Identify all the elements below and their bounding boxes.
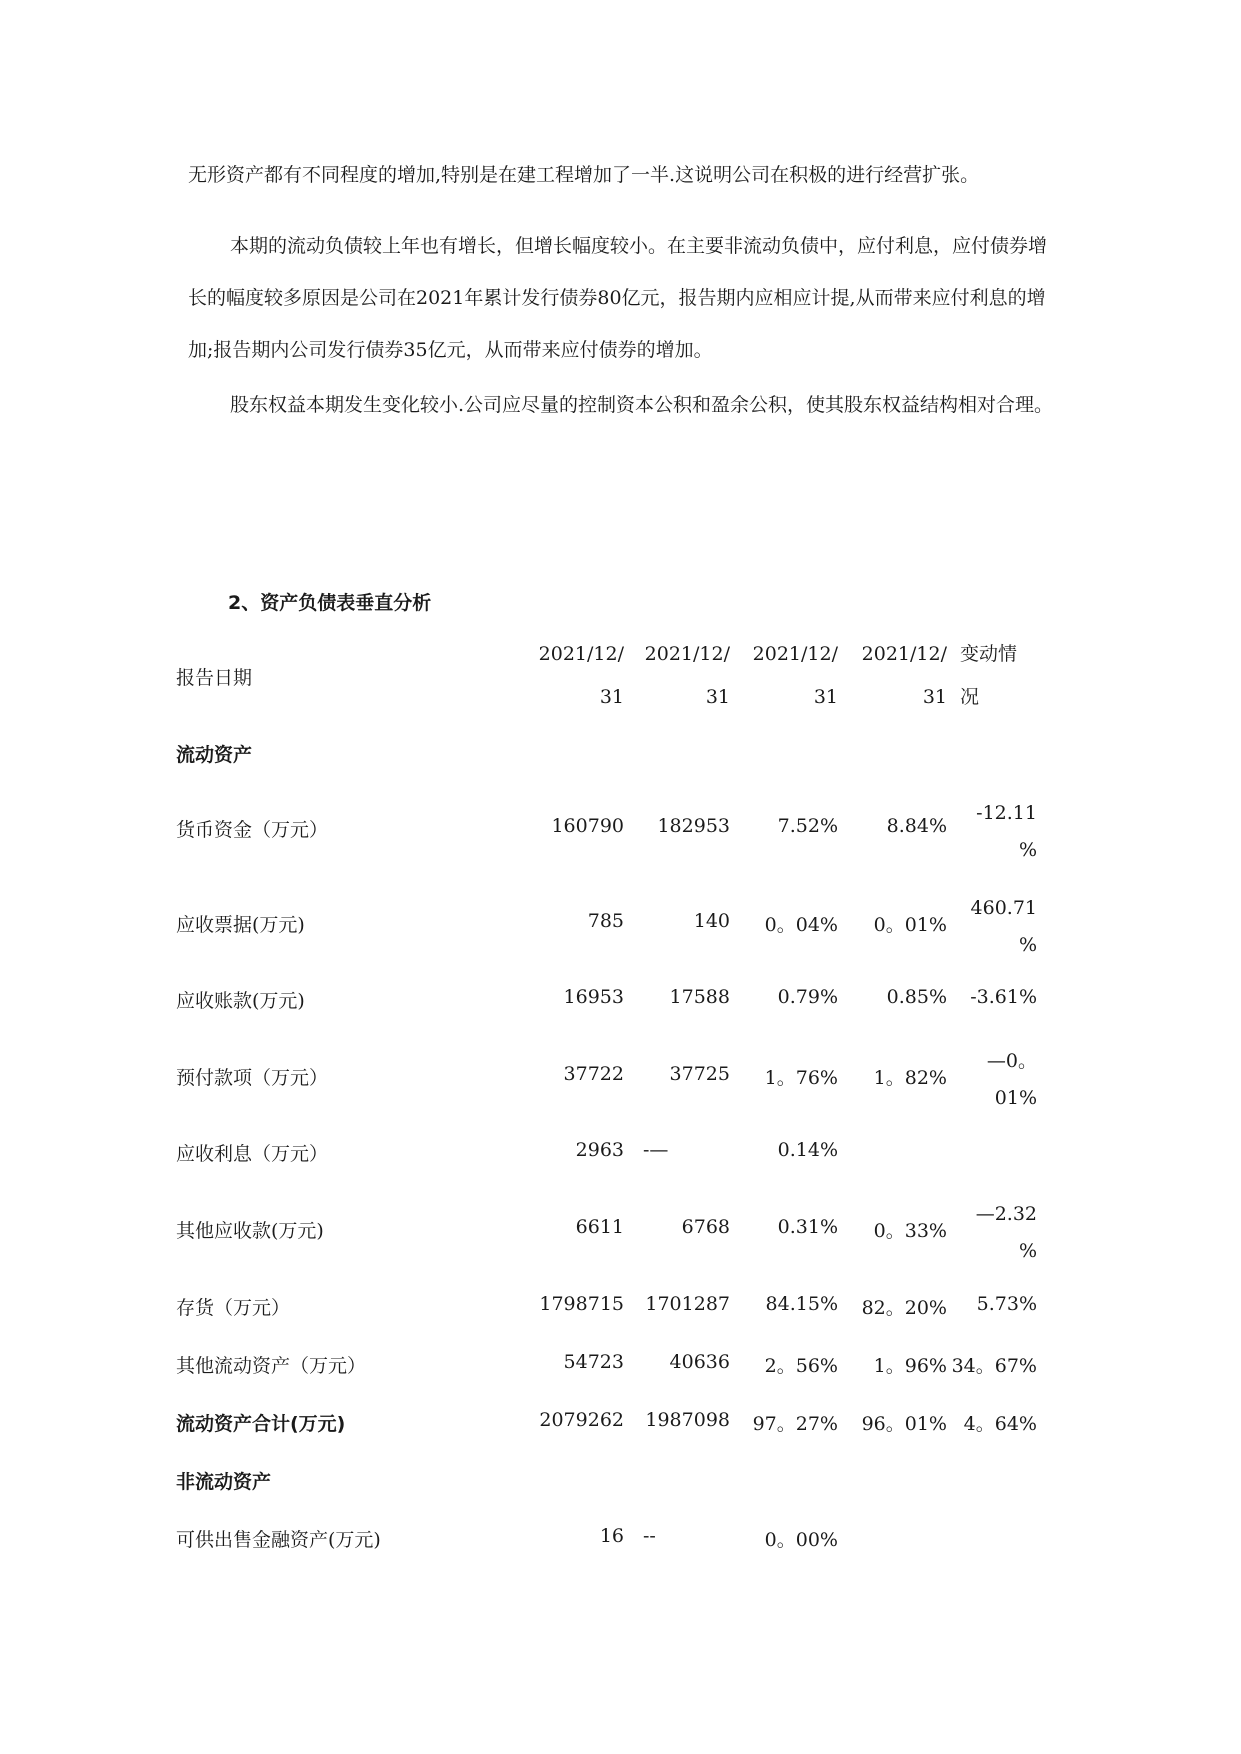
row-value-3: 2。56% [764, 1355, 838, 1377]
row-value-3: 0。04% [764, 914, 838, 936]
header-label: 报告日期 [176, 667, 253, 689]
paragraph-3: 股东权益本期发生变化较小.公司应尽量的控制资本公积和盈余公积，使其股东权益结构相对合理。 [230, 394, 1054, 416]
row-change: -12.11 % [976, 802, 1037, 861]
group-noncurrent-assets: 非流动资产 [176, 1471, 272, 1493]
row-value-2: 1701287 [645, 1293, 730, 1315]
row-value-2: 1987098 [645, 1409, 730, 1431]
paragraph-1: 无形资产都有不同程度的增加,特别是在建工程增加了一半.这说明公司在积极的进行经营扩张。 [188, 164, 980, 186]
row-value-1: 2963 [575, 1139, 624, 1161]
row-value-3: 0.31% [777, 1216, 838, 1238]
row-value-4: 96。01% [861, 1413, 947, 1435]
row-value-4: 0.85% [886, 986, 947, 1008]
row-label: 预付款项（万元） [176, 1067, 329, 1089]
row-label: 可供出售金融资产(万元) [176, 1529, 381, 1551]
row-change: 460.71 % [970, 897, 1037, 956]
row-value-4: 8.84% [886, 815, 947, 837]
row-value-4: 82。20% [861, 1297, 947, 1319]
header-col5: 变动情 况 [960, 643, 1018, 708]
row-value-1: 54723 [563, 1351, 624, 1373]
row-value-3: 0.14% [777, 1139, 838, 1161]
row-value-1: 6611 [575, 1216, 624, 1238]
row-value-1: 37722 [563, 1063, 624, 1085]
row-value-2: 140 [693, 910, 730, 932]
row-change: -3.61% [970, 986, 1037, 1008]
row-value-2: 37725 [669, 1063, 730, 1085]
row-label: 货币资金（万元） [176, 819, 329, 841]
row-value-2: -— [643, 1139, 669, 1161]
row-value-1: 2079262 [539, 1409, 624, 1431]
row-value-4: 0。33% [873, 1220, 947, 1242]
row-value-2: 17588 [669, 986, 730, 1008]
row-value-2: 40636 [669, 1351, 730, 1373]
section-title: 2、资产负债表垂直分析 [228, 592, 432, 614]
row-label: 其他应收款(万元) [176, 1220, 324, 1242]
row-value-2: 6768 [681, 1216, 730, 1238]
header-col2: 2021/12/ 31 [644, 643, 730, 708]
row-label: 存货（万元） [176, 1297, 291, 1319]
row-label: 应收票据(万元) [176, 914, 305, 936]
row-value-3: 0.79% [777, 986, 838, 1008]
row-change: —0。 01% [986, 1050, 1037, 1109]
row-value-1: 1798715 [539, 1293, 624, 1315]
row-label: 应收账款(万元) [176, 990, 305, 1012]
row-value-1: 16953 [563, 986, 624, 1008]
header-col3: 2021/12/ 31 [752, 643, 838, 708]
row-value-4: 0。01% [873, 914, 947, 936]
row-value-3: 0。00% [764, 1529, 838, 1551]
row-value-4: 1。82% [873, 1067, 947, 1089]
header-col1: 2021/12/ 31 [538, 643, 624, 708]
row-value-2: -- [643, 1525, 656, 1547]
row-label: 流动资产合计(万元) [176, 1413, 346, 1435]
row-label: 其他流动资产（万元） [176, 1355, 367, 1377]
row-value-3: 97。27% [752, 1413, 838, 1435]
row-value-3: 1。76% [764, 1067, 838, 1089]
row-value-1: 16 [599, 1525, 624, 1547]
row-value-1: 785 [587, 910, 624, 932]
row-change: —2.32 % [975, 1203, 1037, 1262]
row-label: 应收利息（万元） [176, 1143, 329, 1165]
header-col4: 2021/12/ 31 [861, 643, 947, 708]
row-change: 5.73% [976, 1293, 1037, 1315]
group-current-assets: 流动资产 [176, 744, 253, 766]
row-value-2: 182953 [657, 815, 730, 837]
row-change: 4。64% [963, 1413, 1037, 1435]
row-value-3: 84.15% [765, 1293, 838, 1315]
row-change: 34。67% [951, 1355, 1037, 1377]
row-value-4: 1。96% [873, 1355, 947, 1377]
row-value-1: 160790 [551, 815, 624, 837]
paragraph-2: 本期的流动负债较上年也有增长，但增长幅度较小。在主要非流动负债中，应付利息，应付债券增长的幅度较多原因是公司在2021年累计发行债券80亿元，报告期内应相应计提,从而带来应付利息的增加;报告期内公司发行债券35亿元，从而带来应付债券的增加。 [188, 235, 1048, 361]
row-value-3: 7.52% [777, 815, 838, 837]
